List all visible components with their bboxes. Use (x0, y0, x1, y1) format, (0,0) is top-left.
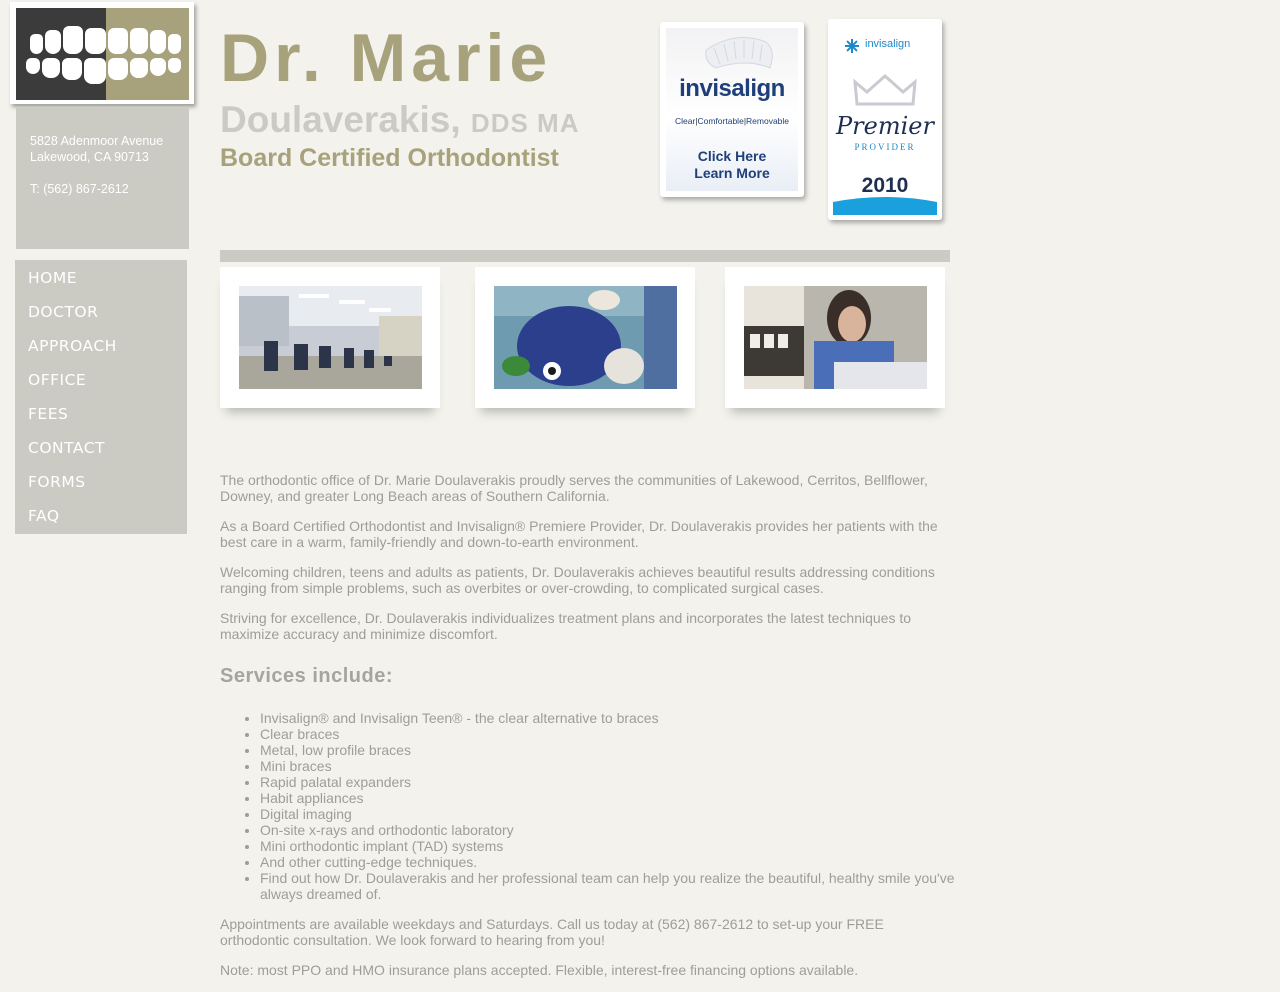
contact-info-box (16, 108, 189, 249)
photo-staff-phone[interactable] (725, 267, 945, 408)
nav-contact[interactable]: CONTACT (28, 439, 106, 457)
service-item: • Habit appliances (260, 790, 955, 806)
nav-forms[interactable]: FORMS (28, 473, 86, 491)
premier-provider-badge (828, 19, 942, 220)
doctor-name-heading: Dr. Marie (220, 20, 553, 96)
main-content (220, 472, 955, 992)
office-interior-image (239, 286, 422, 389)
service-item: • And other cutting-edge techniques. (260, 854, 955, 870)
nav-approach[interactable]: APPROACH (28, 337, 117, 355)
invisalign-tagline: Clear|Comfortable|Removable (674, 116, 790, 126)
service-item: • Find out how Dr. Doulaverakis and her professional team can help you realize the beautiful, healthy smile you've always dreamed of. (260, 870, 955, 902)
header-divider (220, 250, 950, 262)
cta-line-2: Learn More (694, 165, 770, 181)
nav-faq[interactable]: FAQ (28, 507, 60, 525)
doctor-surname (220, 100, 579, 143)
tagline-comfortable: Comfortable (697, 116, 744, 126)
credentials: DDS MA (470, 108, 580, 138)
photo-office-interior[interactable] (220, 267, 440, 408)
nav-home[interactable]: HOME (28, 269, 78, 287)
main-nav (15, 260, 187, 534)
service-item: • Digital imaging (260, 806, 955, 822)
premier-subtitle: PROVIDER (854, 142, 916, 152)
premier-invisalign-brand: invisalign (865, 38, 911, 50)
intro-paragraph-1: The orthodontic office of Dr. Marie Doulaverakis proudly serves the communities of Lakewood, Cerritos, Bellflower, Downey, and greater Long Beach areas of Southern California. (220, 472, 928, 504)
surname-text: Doulaverakis, (220, 99, 461, 140)
photo-patient-toy[interactable] (475, 267, 695, 408)
tagline-clear: Clear (674, 116, 696, 126)
tagline-removable: Removable (746, 116, 790, 126)
service-item: • Mini orthodontic implant (TAD) systems (260, 838, 955, 854)
service-item: • Rapid palatal expanders (260, 774, 955, 790)
invisalign-learn-more-badge[interactable] (660, 22, 804, 197)
service-item: • Mini braces (260, 758, 955, 774)
nav-doctor[interactable]: DOCTOR (28, 303, 99, 321)
service-item: • On-site x-rays and orthodontic laboratory (260, 822, 955, 838)
nav-office[interactable]: OFFICE (28, 371, 87, 389)
service-item: • Metal, low profile braces (260, 742, 955, 758)
premier-year: 2010 (861, 174, 909, 197)
crown-icon (855, 76, 915, 104)
service-item: • Clear braces (260, 726, 955, 742)
page-subtitle: Board Certified Orthodontist (220, 144, 559, 172)
appointments-paragraph: Appointments are available weekdays and Saturdays. Call us today at (562) 867-2612 to set-up your FREE orthodontic consultation. We look forward to hearing from you! (220, 916, 884, 948)
logo-teeth-left (16, 8, 106, 100)
logo-teeth-right (106, 8, 189, 100)
address-line-1: 5828 Adenmoor Avenue (30, 134, 164, 148)
cta-line-1: Click Here (697, 148, 767, 164)
intro-paragraph-3: Welcoming children, teens and adults as patients, Dr. Doulaverakis achieves beautiful results addressing conditions ranging from simple problems, such as overbites or over-crowding, to complicated surgical cases. (220, 564, 935, 596)
services-list (220, 710, 955, 902)
invisalign-logo-text: invisalign (679, 75, 785, 102)
invisalign-star-icon (845, 39, 859, 53)
nav-fees[interactable]: FEES (28, 405, 69, 423)
service-item: • Invisalign® and Invisalign Teen® - the clear alternative to braces (260, 710, 955, 726)
intro-paragraph-2: As a Board Certified Orthodontist and Invisalign® Premiere Provider, Dr. Doulaverakis provides her patients with the best care in a warm, family-friendly and down-to-earth environment. (220, 518, 938, 550)
staff-phone-image (744, 286, 927, 389)
click-here-cta[interactable] (666, 148, 798, 182)
premier-title: Premier (836, 112, 934, 140)
services-heading: Services include: (220, 665, 394, 687)
insurance-note: Note: most PPO and HMO insurance plans accepted. Flexible, interest-free financing options available. (220, 962, 859, 978)
phone-number: T: (562) 867-2612 (30, 182, 129, 196)
patient-toy-image (494, 286, 677, 389)
site-logo[interactable] (10, 2, 194, 104)
intro-paragraph-4: Striving for excellence, Dr. Doulaverakis individualizes treatment plans and incorporates the latest techniques to maximize accuracy and minimize discomfort. (220, 610, 912, 642)
address-line-2: Lakewood, CA 90713 (30, 150, 149, 164)
